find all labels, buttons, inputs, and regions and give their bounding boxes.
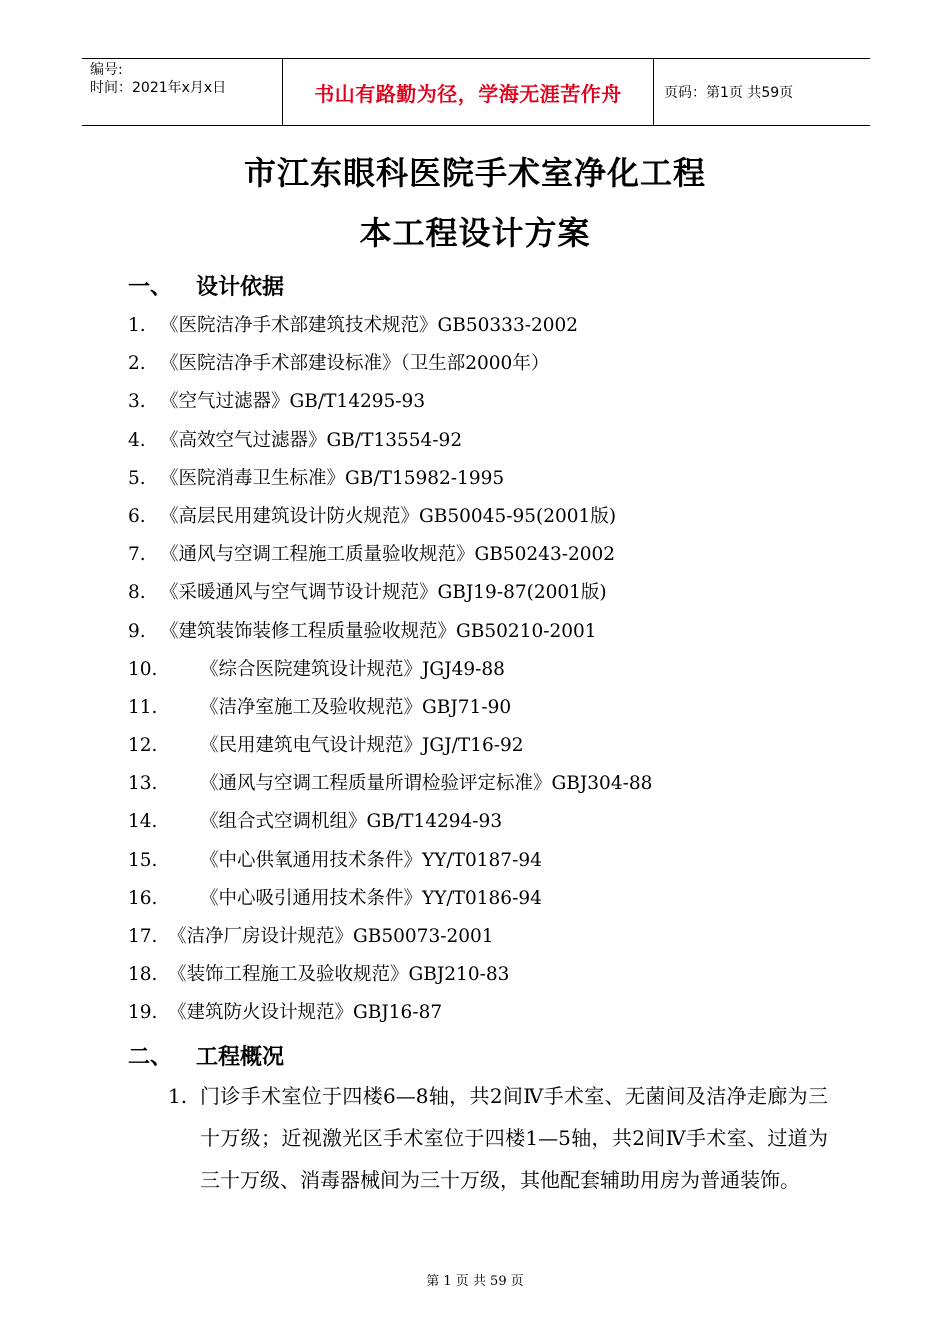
reference-index: 6. [128, 505, 146, 527]
reference-list [128, 310, 652, 1036]
reference-index: 4. [128, 429, 146, 451]
reference-text: 《建筑装饰装修工程质量验收规范》GB50210-2001 [160, 620, 597, 642]
section-heading-design-basis [128, 270, 284, 301]
reference-text: 《空气过滤器》GB/T14295-93 [160, 391, 426, 413]
header-page-info: 页码：第1页 共59页 [664, 85, 794, 101]
page-header [82, 58, 870, 126]
reference-text: 《通风与空调工程施工质量验收规范》GB50243-2002 [160, 544, 616, 566]
reference-index: 17. [128, 926, 158, 947]
reference-text: 《中心吸引通用技术条件》YY/T0186-94 [200, 887, 542, 909]
header-motto: 书山有路勤为径，学海无涯苦作舟 [282, 59, 654, 125]
document-title-line1: 市江东眼科医院手术室净化工程 [243, 154, 706, 192]
reference-text: 《装饰工程施工及验收规范》GBJ210-83 [168, 964, 510, 986]
reference-item [128, 577, 652, 615]
reference-text: 《高效空气过滤器》GB/T13554-92 [160, 429, 463, 451]
reference-text: 《组合式空调机组》GB/T14294-93 [200, 811, 503, 833]
reference-text: 《洁净厂房设计规范》GB50073-2001 [168, 926, 494, 947]
reference-item [128, 768, 652, 806]
reference-index: 3. [128, 391, 146, 413]
reference-item [128, 463, 652, 501]
reference-text: 《通风与空调工程质量所谓检验评定标准》GBJ304-88 [200, 773, 653, 795]
reference-text: 《洁净室施工及验收规范》GBJ71-90 [200, 696, 512, 718]
reference-item [128, 730, 652, 768]
reference-item [128, 386, 652, 424]
reference-index: 1. [128, 315, 146, 336]
page-footer: 第 1 页 共 59 页 [426, 1274, 524, 1289]
paragraph-index: 1. [168, 1084, 188, 1108]
reference-index: 8. [128, 582, 146, 604]
reference-index: 5. [128, 467, 146, 489]
reference-item [128, 539, 652, 577]
reference-index: 7. [128, 544, 146, 566]
reference-item [128, 310, 652, 348]
reference-text: 《综合医院建筑设计规范》JGJ49-88 [200, 658, 505, 680]
reference-index: 10. [128, 658, 158, 680]
reference-text: 《采暖通风与空气调节设计规范》GBJ19-87(2001版) [160, 582, 607, 604]
reference-item [128, 425, 652, 463]
reference-item [128, 616, 652, 654]
reference-index: 18. [128, 964, 158, 986]
reference-item [128, 692, 652, 730]
reference-text: 《医院洁净手术部建筑技术规范》GB50333-2002 [160, 315, 579, 336]
reference-text: 《建筑防火设计规范》GBJ16-87 [168, 1002, 443, 1024]
reference-index: 15. [128, 849, 158, 871]
reference-item [128, 883, 652, 921]
reference-index: 11. [128, 696, 158, 718]
section-title: 设计依据 [196, 275, 285, 300]
reference-item [128, 806, 652, 844]
reference-text: 《民用建筑电气设计规范》JGJ/T16-92 [200, 735, 524, 757]
reference-item [128, 348, 652, 386]
reference-text: 《医院消毒卫生标准》GB/T15982-1995 [160, 467, 505, 489]
reference-item [128, 845, 652, 883]
section-number: 二、 [128, 1045, 173, 1070]
reference-index: 2. [128, 353, 146, 375]
document-number-label: 编号: [90, 62, 123, 78]
reference-index: 9. [128, 620, 146, 642]
reference-item [128, 921, 652, 959]
reference-text: 《高层民用建筑设计防火规范》GB50045-95(2001版) [160, 505, 617, 527]
document-time: 时间：2021年x月x日 [90, 80, 227, 96]
paragraph-text: 门诊手术室位于四楼6—8轴，共2间Ⅳ手术室、无菌间及洁净走廊为三十万级；近视激光区手术室位于四楼1—5轴，共2间Ⅳ手术室、过道为三十万级、消毒器械间为三十万级，其他配套辅助用房为普通装饰。 [200, 1084, 828, 1192]
reference-index: 14. [128, 811, 158, 833]
section-title: 工程概况 [196, 1045, 285, 1070]
reference-item [128, 654, 652, 692]
reference-index: 19. [128, 1002, 158, 1024]
reference-item [128, 501, 652, 539]
document-title-line2: 本工程设计方案 [359, 214, 591, 252]
reference-item [128, 959, 652, 997]
reference-text: 《医院洁净手术部建设标准》（卫生部2000年） [160, 353, 550, 375]
section-number: 一、 [128, 275, 173, 300]
header-meta [82, 59, 282, 125]
section-heading-project-overview [128, 1040, 284, 1071]
reference-index: 13. [128, 773, 158, 795]
overview-paragraph [168, 1075, 828, 1201]
reference-index: 16. [128, 887, 158, 909]
reference-text: 《中心供氧通用技术条件》YY/T0187-94 [200, 849, 542, 871]
reference-index: 12. [128, 735, 158, 757]
reference-item [128, 997, 652, 1035]
